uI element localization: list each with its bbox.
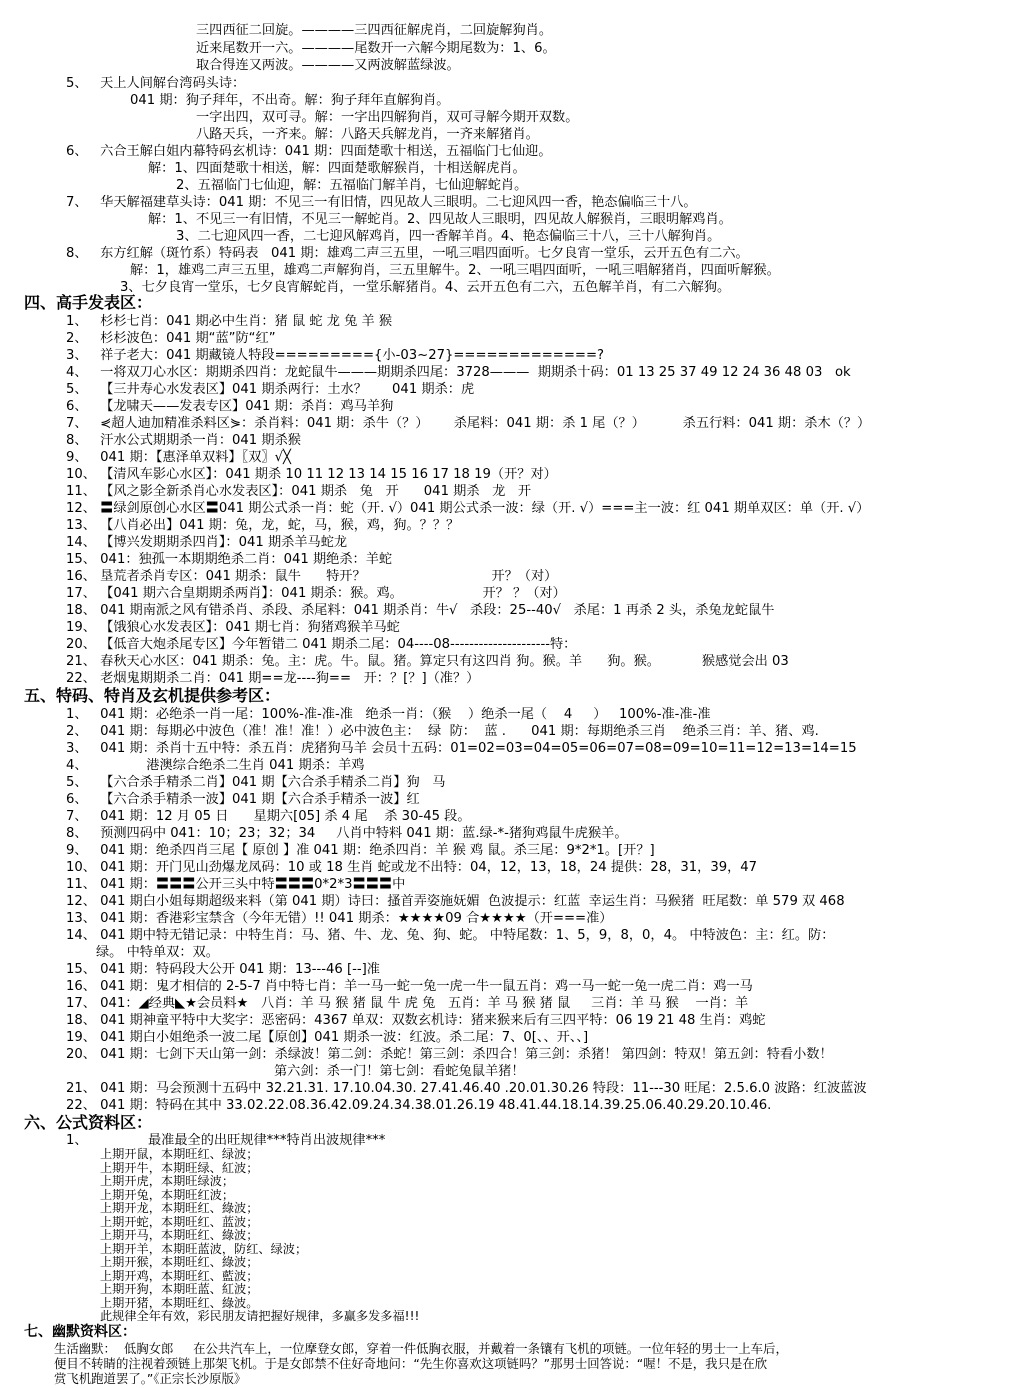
text-line: 19、 041 期白小姐绝杀一波二尾【原创】041 期杀一波：红波。杀二尾：7、0[、、开、、] xyxy=(66,1030,589,1045)
text-line: 5、 【三井寿心水发表区】041 期杀两行：土水？ 041 期杀：虎 xyxy=(66,382,475,397)
text-line: 2、五福临门七仙迎，解：五福临门解羊肖，七仙迎解蛇肖。 xyxy=(176,178,528,193)
text-line: 12、 〓绿剑原创心水区〓041 期公式杀一肖：蛇（开. √）041 期公式杀一波：绿（开. √）===主一波：红 041 期单双区：单（开. √） xyxy=(66,501,870,516)
text-line: 17、 041：◢经典◣★会员料★ 八肖：羊 马 猴 猪 鼠 牛 虎 兔 五肖：羊 马 猴 猪 鼠 三肖：羊 马 猴 一肖：羊 xyxy=(66,996,749,1011)
rule-line: 上期开蛇，本期旺红、蓝波； xyxy=(100,1214,259,1229)
text-line: 13、 【八肖必出】041 期：兔，龙，蛇，马，猴，鸡，狗。？？？ xyxy=(66,518,460,533)
text-line: 7、 ⋞超人迪加精准杀料区⋟：杀肖料：041 期：杀牛（？） 杀尾料：041 期：杀 1 尾（？） 杀五行料：041 期：杀木（？） xyxy=(66,416,871,431)
rule-line: 上期开龙，本期旺红、綠波； xyxy=(100,1201,259,1215)
rule-line: 上期开兔，本期旺红波； xyxy=(100,1187,235,1202)
text-line: 7、 华天解福建草头诗：041 期：不见三一有旧情，四见故人三眼明。二七迎风四一香，艳态偏临三十八。 xyxy=(66,195,697,210)
text-line: 解：1，雄鸡二声三五里，雄鸡二声解狗肖，三五里解牛。2、一吼三唱四面听，一吼三唱解猪肖，四面听解猴。 xyxy=(130,263,780,278)
rule-line: 上期开羊，本期旺蓝波，防红、绿波； xyxy=(100,1241,308,1256)
text-line: 7、 041 期：12 月 05 日 星期六[05] 杀 4 尾 杀 30-45 段。 xyxy=(66,809,471,824)
humor-line: 生活幽默： 低胸女郎 在公共汽车上，一位摩登女郎，穿着一件低胸衣服，并戴着一条镶有飞机的项链。一位年轻的男士一上车后， xyxy=(54,1340,788,1356)
text-line: 9、 041 期：【惠泽单双料】〖双〗√╳ xyxy=(66,450,291,465)
text-line: 16、 垦荒者杀肖专区：041 期杀：鼠牛 特开？ 开？（对） xyxy=(66,569,558,584)
text-line: 22、 老烟鬼期期杀二肖：041 期==龙----狗== 开：？[？]（准？） xyxy=(66,671,480,686)
text-line: 12、 041 期白小姐每期超级来料（第 041 期）诗曰：搔首弄姿施妩媚 色波提示：红蓝 幸运生肖：马猴猪 旺尾数：单 579 双 468 xyxy=(66,894,845,909)
text-line: 6、 六合王解白姐内幕特码玄机诗：041 期：四面楚歌十相送，五福临门七仙迎。 xyxy=(66,144,552,159)
text-line: 3、七夕良宵一堂乐，七夕良宵解蛇肖，一堂乐解猪肖。4、云开五色有二六，五色解羊肖，有二六解狗。 xyxy=(120,280,731,295)
rule-line: 上期开鸡，本期旺红、藍波； xyxy=(100,1268,259,1283)
rule-line: 上期开马，本期旺红、綠波； xyxy=(100,1228,259,1242)
text-line: 第六剑：杀一门！第七剑：看蛇兔鼠羊猪！ xyxy=(274,1064,525,1079)
text-line: 17、 【041 期六合皇期期杀两肖】：041 期杀：猴。鸡。 开？ ？（对） xyxy=(66,586,566,601)
text-line: 3、 041 期：杀肖十五中特：杀五肖：虎猪狗马羊 会员十五码：01=02=03=04=05=06=07=08=09=10=11=12=13=14=15 xyxy=(66,741,857,756)
rule-line: 上期开狗，本期旺蓝、紅波； xyxy=(100,1282,259,1296)
text-line: 1、 041 期：必绝杀一肖一尾：100%-准-准-准 绝杀一肖：（猴 ）绝杀一尾（ 4 ） 100%-准-准-准 xyxy=(66,707,711,722)
text-line: 16、 041 期：鬼才相信的 2-5-7 肖中特七肖：羊一马一蛇一兔一虎一牛一鼠五肖：鸡一马一蛇一兔一虎二肖：鸡一马 xyxy=(66,979,753,994)
section-heading: 四、高手发表区： xyxy=(24,293,153,312)
text-line: 21、 041 期：马会预测十五码中 32.21.31. 17.10.04.30. 27.41.46.40 .20.01.30.26 特段：11---30 旺尾：2.5.6.0 波路：红波蓝波 xyxy=(66,1081,867,1096)
text-line: 11、 041 期：〓〓〓公开三头中特〓〓〓0*2*3〓〓〓中 xyxy=(66,877,406,892)
text-line: 18、 041 期南派之风有错杀肖、杀段、杀尾料：041 期杀肖：牛√ 杀段：25--40√ 杀尾：1 再杀 2 头，杀兔龙蛇鼠牛 xyxy=(66,603,775,618)
text-line: 21、 春秋天心水区：041 期杀：兔。主：虎。牛。鼠。猪。算定只有这四肖 狗。猴。羊 狗。猴。 猴感觉会出 03 xyxy=(66,654,789,669)
text-line: 八路天兵，一齐来。解：八路天兵解龙肖，一齐来解猪肖。 xyxy=(196,127,539,142)
text-line: 5、 天上人间解台湾码头诗： xyxy=(66,76,246,91)
text-line: 8、 东方红解（斑竹系）特码表 041 期：雄鸡二声三五里，一吼三唱四面听。七夕良宵一堂乐，云开五色有二六。 xyxy=(66,246,749,261)
text-line: 18、 041 期神童平特中大奖字：恶密码：4367 单双：双数玄机诗：猪来猴来后有三四平特：06 19 21 48 生肖：鸡蛇 xyxy=(66,1013,766,1028)
text-line: 绿。 中特单双：双。 xyxy=(96,945,219,960)
text-line: 一字出四，双可寻。解：一字出四解狗肖，双可寻解今期开双数。 xyxy=(196,110,579,125)
text-line: 19、 【饿狼心水发表区】：041 期七肖：狗猪鸡猴羊马蛇 xyxy=(66,620,400,635)
rule-line: 上期开猪，本期旺红、綠波。 xyxy=(100,1295,259,1310)
text-line: 14、 【博兴发期期杀四肖】：041 期杀羊马蛇龙 xyxy=(66,535,348,550)
text-line: 15、 041：独孤一本期期绝杀二肖：041 期绝杀：羊蛇 xyxy=(66,552,393,567)
text-line: 13、 041 期：香港彩宝禁含（今年无错）!! 041 期杀：★★★★09 合★★★★（开===准） xyxy=(66,911,613,926)
section-heading: 七、幽默资料区： xyxy=(24,1323,136,1340)
text-line: 20、 【低音大炮杀尾专区】今年暂错二 041 期杀二尾：04----08---------------------特： xyxy=(66,637,577,652)
text-line: 20、 041 期：七剑下天山第一剑：杀绿波！第二剑：杀蛇！第三剑：杀四合！第三剑：杀猪！ 第四剑：特双！第五剑：特看小数！ xyxy=(66,1047,833,1062)
text-line: 14、 041 期中特无错记录：中特生肖：马、猪、牛、龙、兔、狗、蛇。 中特尾数：1、5，9，8，0，4。 中特波色：主：红。防： xyxy=(66,928,835,943)
rule-line: 上期开鼠，本期旺红、绿波； xyxy=(100,1147,259,1161)
text-line: 1、 杉杉七肖：041 期必中生肖：猪 鼠 蛇 龙 兔 羊 猴 xyxy=(66,314,393,329)
rule-line: 上期开牛，本期旺绿、紅波； xyxy=(100,1160,259,1175)
text-line: 10、 041 期：开门见山劲爆龙凤码：10 或 18 生肖 蛇或龙不出特：04，12，13，18，24 提供：28，31，39，47 xyxy=(66,860,758,875)
text-line: 4、 一将双刀心水区：期期杀四肖：龙蛇鼠牛———期期杀四尾：3728——— 期期杀十码：01 13 25 37 49 12 24 36 48 03 ok xyxy=(66,365,851,380)
text-line: 6、 【龙啸天——发表专区】041 期：杀肖：鸡马羊狗 xyxy=(66,399,394,414)
text-line: 6、 【六合杀手精杀一波】041 期【六合杀手精杀一波】红 xyxy=(66,792,420,807)
top-line: 取合得连又两波。————又两波解蓝绿波。 xyxy=(196,58,460,73)
text-line: 4、 港澳综合绝杀二生肖 041 期杀：羊鸡 xyxy=(66,758,365,773)
text-line: 3、 祥子老大：041 期藏镜人特段========={小-03~27}=============? xyxy=(66,348,605,363)
text-line: 解：1、四面楚歌十相送，解：四面楚歌解猴肖，十相送解虎肖。 xyxy=(148,161,526,176)
top-line: 三四西征二回旋。————三四西征解虎肖，二回旋解狗肖。 xyxy=(196,23,553,38)
text-line: 2、 杉杉波色：041 期“蓝”防“红” xyxy=(66,331,276,346)
text-line: 041 期：狗子拜年，不出奇。解：狗子拜年直解狗肖。 xyxy=(130,93,450,108)
text-line: 9、 041 期：绝杀四肖三尾【 原创 】准 041 期：绝杀四肖：羊 猴 鸡 鼠。杀三尾：9*2*1。[开？] xyxy=(66,843,655,858)
humor-line: 便目不转睛的注视着颈链上那架飞机。于是女郎禁不住好奇地问：“先生你喜欢这项链吗？”那男士回答说：“喔！不是，我只是在欣 xyxy=(54,1355,768,1371)
rule-title: 最准最全的出旺规律***特肖出波规律*** xyxy=(148,1133,386,1148)
text-line: 22、 041 期：特码在其中 33.02.22.08.36.42.09.24.34.38.01.26.19 48.41.44.18.14.39.25.06.40.29.20.10.46. xyxy=(66,1098,772,1113)
section-heading: 五、特码、特肖及玄机提供参考区： xyxy=(24,686,281,705)
text-line: 15、 041 期：特码段大公开 041 期：13---46 [--]准 xyxy=(66,962,380,977)
rule-line: 上期开猴，本期旺红、綠波； xyxy=(100,1255,259,1269)
text-line: 8、 汗水公式期期杀一肖：041 期杀猴 xyxy=(66,433,301,448)
text-line: 8、 预测四码中 041：10；23；32；34 八肖中特料 041 期：蓝.绿-*-猪狗鸡鼠牛虎猴羊。 xyxy=(66,826,628,841)
rule-line: 此规律全年有效，彩民朋友请把握好规律，多赢多发多福!!! xyxy=(100,1309,420,1323)
list-number: 1、 xyxy=(66,1133,88,1148)
rule-line: 上期开虎，本期旺绿波； xyxy=(100,1174,235,1188)
humor-line: 赏飞机跑道罢了。”《正宗长沙原版》 xyxy=(54,1370,247,1386)
text-line: 10、 【清风车影心水区】：041 期杀 10 11 12 13 14 15 16 17 18 19（开？对） xyxy=(66,467,557,482)
text-line: 3、二七迎风四一香，二七迎风解鸡肖，四一香解羊肖。4、艳态偏临三十八，三十八解狗肖。 xyxy=(176,229,721,244)
section-heading: 六、公式资料区： xyxy=(24,1113,153,1132)
top-line: 近来尾数开一六。————尾数开一六解今期尾数为：1、6。 xyxy=(196,41,556,56)
text-line: 5、 【六合杀手精杀二肖】041 期【六合杀手精杀二肖】狗 马 xyxy=(66,775,446,790)
text-line: 11、 【风之影全新杀肖心水发表区】：041 期杀 兔 开 041 期杀 龙 开 xyxy=(66,484,532,499)
text-line: 解：1、不见三一有旧情，不见三一解蛇肖。2、四见故人三眼明，四见故人解猴肖，三眼明解鸡肖。 xyxy=(148,212,732,227)
text-line: 2、 041 期：每期必中波色（准！准！准！）必中波色主： 绿 防： 蓝 . 041 期：每期绝杀三肖 绝杀三肖：羊、猪、鸡. xyxy=(66,724,819,739)
